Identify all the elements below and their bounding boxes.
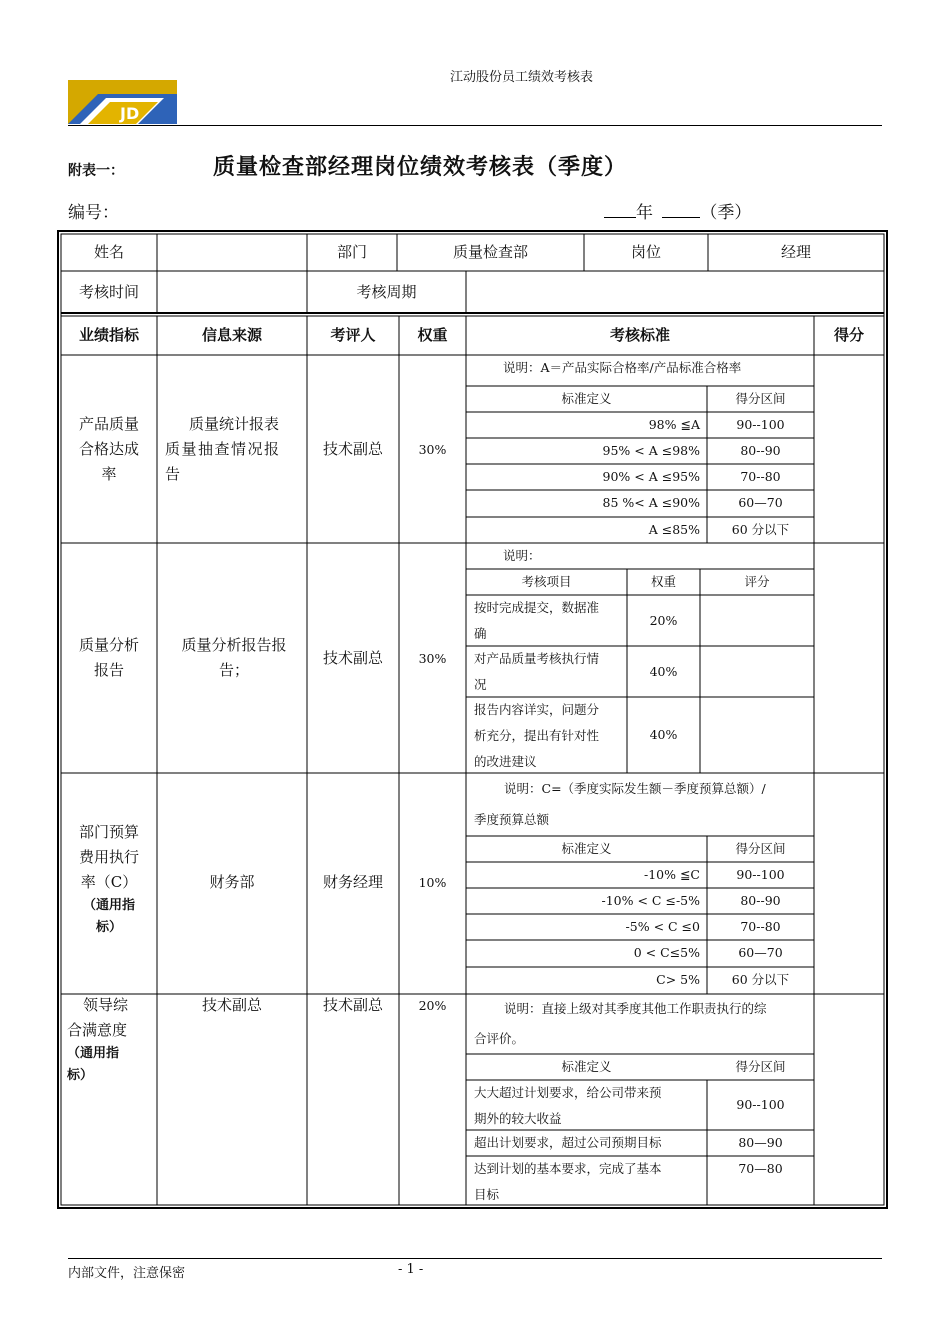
criteria-range: 80--90 [740,443,781,458]
reviewer-leader-satisfaction: 技术副总 [322,996,383,1014]
score-field[interactable] [818,547,880,769]
year-suffix: 年 [636,203,653,223]
post-label: 岗位 [630,243,661,261]
score-range-head: 得分区间 [735,1059,786,1074]
criteria-def: -5% < C ≤0 [625,919,700,934]
source-quality-pass-rate: 质量统计报表 质量抽查情况报 告 [165,415,281,483]
company-header-title: 江动股份员工绩效考核表 [450,70,594,85]
indicator-quality-pass-rate: 产品质量 合格达成 率 [78,415,139,483]
season-blank[interactable] [662,203,700,218]
source-quality-analysis: 质量分析报告报 告； [181,636,287,679]
criteria-range: 60 分以下 [731,972,790,987]
assessment-item: 按时完成提交，数据准 确 [474,600,600,641]
assessment-cycle-label: 考核周期 [356,283,417,301]
criteria-def: 95% < A ≤98% [602,443,700,458]
criteria-def: 90% < A ≤95% [602,469,700,484]
year-blank[interactable] [604,203,636,218]
criteria-def: C> 5% [656,972,700,987]
col-header-indicator: 业绩指标 [78,326,139,344]
criteria-def: -10% < C ≤-5% [601,893,700,908]
indicator-quality-analysis: 质量分析 报告 [78,636,139,679]
score-range-head: 得分区间 [735,841,786,856]
col-header-source: 信息来源 [201,326,262,344]
header-rule [68,125,882,126]
std-def-head: 标准定义 [561,1059,612,1074]
reviewer-quality-analysis: 技术副总 [322,649,383,667]
footer-rule [68,1258,882,1259]
criteria-range: 80—90 [738,1135,783,1150]
criteria-def: 超出计划要求，超过公司预期目标 [474,1135,662,1150]
assessment-item-weight: 40% [649,664,678,679]
criteria-range: 90--100 [736,867,785,882]
criteria-range: 70—80 [738,1161,783,1176]
department-label: 部门 [336,243,367,261]
assessment-item: 对产品质量考核执行情 况 [474,651,600,692]
source-budget-execution: 财务部 [209,873,255,891]
weight-leader-satisfaction: 20% [418,998,447,1013]
indicator-budget-execution: 部门预算 费用执行 率（C） （通用指 标） [78,823,139,935]
serial-number-label: 编号： [68,203,119,223]
explain-leader-satisfaction: 说明：直接上级对其季度其他工作职责执行的综 合评价。 [474,1001,767,1046]
indicator-leader-satisfaction: 领导综 合满意度 （通用指 标） [67,996,129,1083]
item-weight-head: 权重 [650,574,676,589]
reviewer-budget-execution: 财务经理 [322,873,383,891]
assessment-item: 报告内容详实，问题分 析充分，提出有针对性 的改进建议 [474,702,600,769]
criteria-def: 大大超过计划要求，给公司带来预 期外的较大收益 [474,1085,662,1126]
criteria-def: 98% ≦A [648,417,700,432]
rating-field[interactable] [703,700,811,770]
score-field[interactable] [818,359,880,539]
score-field[interactable] [818,777,880,990]
rating-field[interactable] [703,649,811,694]
item-rating-head: 评分 [744,574,770,589]
page-title: 质量检查部经理岗位绩效考核表（季度） [213,155,628,180]
footer-confidential: 内部文件，注意保密 [68,1266,186,1281]
season-suffix: （季） [700,203,752,223]
criteria-range: 60—70 [738,495,783,510]
explain-budget-execution: 说明：C=（季度实际发生额－季度预算总额）/ 季度预算总额 [474,781,766,827]
criteria-range: 90--100 [736,1097,785,1112]
name-label: 姓名 [93,243,124,261]
criteria-range: 70--80 [740,919,781,934]
rating-field[interactable] [703,598,811,643]
item-head: 考核项目 [521,574,572,589]
assessment-period [604,198,751,223]
attachment-label: 附表一： [68,163,124,179]
weight-quality-pass-rate: 30% [418,442,447,457]
weight-quality-analysis: 30% [418,651,447,666]
reviewer-quality-pass-rate: 技术副总 [322,440,383,458]
footer-page-number: - 1 - [398,1262,424,1277]
assessment-form [57,230,888,1209]
assessment-cycle-field[interactable] [470,276,880,308]
score-range-head: 得分区间 [735,391,786,406]
logo-text: JD [120,104,140,123]
criteria-range: 90--100 [736,417,785,432]
source-leader-satisfaction: 技术副总 [201,996,262,1014]
std-def-head: 标准定义 [561,841,612,856]
assessment-time-field[interactable] [161,276,303,308]
criteria-def: 0 < C≤5% [633,945,700,960]
assessment-item-weight: 20% [649,613,678,628]
criteria-range: 60—70 [738,945,783,960]
post-value: 经理 [780,243,811,261]
explain-quality-pass-rate: 说明：A＝产品实际合格率/产品标准合格率 [503,360,742,375]
criteria-def: 达到计划的基本要求，完成了基本 目标 [474,1161,662,1202]
criteria-range: 80--90 [740,893,781,908]
score-field[interactable] [818,998,880,1202]
department-value: 质量检查部 [452,243,528,261]
company-logo [68,80,177,124]
criteria-def: -10% ≦C [643,867,700,882]
criteria-range: 70--80 [740,469,781,484]
col-header-score: 得分 [833,326,864,344]
col-header-reviewer: 考评人 [330,326,376,344]
std-def-head: 标准定义 [561,391,612,406]
col-header-weight: 权重 [417,326,448,344]
name-field[interactable] [161,238,303,268]
assessment-item-weight: 40% [649,727,678,742]
assessment-time-label: 考核时间 [78,283,139,301]
criteria-def: A ≤85% [648,522,700,537]
explain-quality-analysis: 说明： [503,548,541,563]
col-header-standard: 考核标准 [609,326,670,344]
weight-budget-execution: 10% [418,875,447,890]
criteria-def: 85 %< A ≤90% [602,495,700,510]
criteria-range: 60 分以下 [731,522,790,537]
